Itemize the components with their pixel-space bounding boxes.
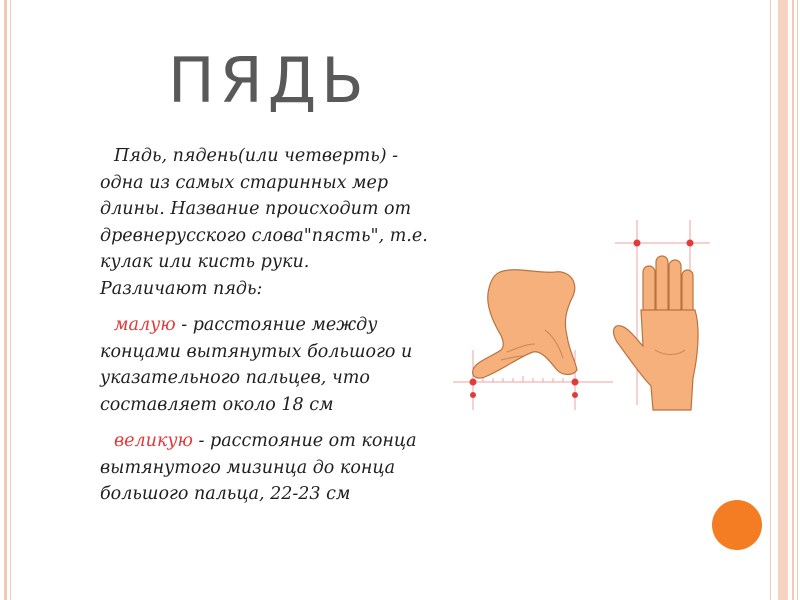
hand-measure-illustration	[445, 210, 725, 425]
intro-paragraph	[100, 143, 472, 302]
text-line: составляет около 18 см	[100, 394, 334, 415]
frame-border	[797, 0, 798, 600]
small-span-paragraph	[100, 312, 472, 418]
body-text	[100, 143, 472, 508]
hand-span-large-icon	[614, 220, 710, 410]
text-line: длины. Название происходит от	[100, 199, 412, 219]
frame-border	[10, 0, 11, 600]
text-line: большого пальца, 22-23 см	[100, 484, 351, 504]
term-large: великую	[114, 431, 193, 451]
frame-border	[792, 0, 794, 600]
term-small: малую	[114, 315, 176, 335]
text-line: указательного пальцев, что	[100, 368, 370, 388]
text-line: одна из самых старинных мер	[100, 172, 389, 193]
text-line: вытянутого мизинца до конца	[100, 457, 396, 478]
text-line: Различают пядь:	[100, 278, 263, 299]
text-line: кулак или кисть руки.	[100, 252, 310, 272]
text-line: Пядь, пядень(или четверть) -	[114, 146, 399, 166]
large-span-paragraph	[100, 428, 472, 508]
frame-border	[4, 0, 7, 600]
decorative-dot	[712, 500, 762, 550]
text-line: концами вытянутых большого и	[100, 341, 413, 362]
frame-border	[778, 0, 788, 600]
hand-span-small-icon	[453, 270, 613, 410]
text-line: - расстояние между	[175, 315, 378, 335]
frame-border	[770, 0, 771, 600]
text-line: - расстояние от конца	[192, 431, 417, 451]
page-title: ПЯДЬ	[168, 44, 369, 117]
text-line: древнерусского слова"пясть", т.е.	[100, 225, 428, 246]
